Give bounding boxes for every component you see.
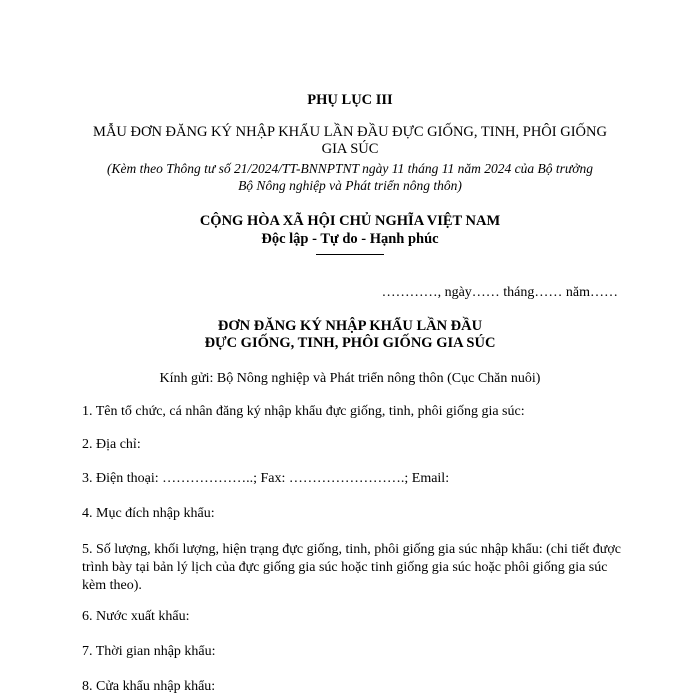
form-item-8: 8. Cửa khẩu nhập khẩu: <box>82 679 216 694</box>
motto: Độc lập - Tự do - Hạnh phúc <box>261 231 439 247</box>
attached-note: (Kèm theo Thông tư số 21/2024/TT-BNNPTNT ngày 11 tháng 11 năm 2024 của Bộ trưởng Bộ Nông nghiệp và Phát triển nông thôn) <box>107 161 593 193</box>
form-item-5: 5. Số lượng, khối lượng, hiện trạng đực giống, tinh, phôi giống gia súc nhập khẩu: (chi tiết được trình bày tại bản lý lịch của đực giống gia súc hoặc tinh giống gia súc hoặc phôi giống gia súc kèm theo). <box>82 542 621 593</box>
form-item-7: 7. Thời gian nhập khẩu: <box>82 644 216 659</box>
form-heading: MẪU ĐƠN ĐĂNG KÝ NHẬP KHẨU LẦN ĐẦU ĐỰC GIỐNG, TINH, PHÔI GIỐNG GIA SÚC <box>93 124 607 157</box>
form-item-3: 3. Điện thoại: ………………..; Fax: …………………….; Email: <box>82 471 450 486</box>
motto-rule <box>316 254 384 255</box>
form-item-1: 1. Tên tổ chức, cá nhân đăng ký nhập khẩu đực giống, tinh, phôi giống gia súc: <box>82 404 525 419</box>
appendix-title: PHỤ LỤC III <box>307 92 393 108</box>
form-item-4: 4. Mục đích nhập khẩu: <box>82 506 215 521</box>
document-title-line-2: ĐỰC GIỐNG, TINH, PHÔI GIỐNG GIA SÚC <box>204 335 496 351</box>
recipient-line: Kính gửi: Bộ Nông nghiệp và Phát triển nông thôn (Cục Chăn nuôi) <box>159 371 541 386</box>
form-item-6: 6. Nước xuất khẩu: <box>82 609 190 624</box>
document-title-line-1: ĐƠN ĐĂNG KÝ NHẬP KHẨU LẦN ĐẦU <box>217 318 483 334</box>
form-item-2: 2. Địa chỉ: <box>82 437 141 452</box>
national-name: CỘNG HÒA XÃ HỘI CHỦ NGHĨA VIỆT NAM <box>199 213 501 229</box>
date-line: …………, ngày…… tháng…… năm…… <box>381 285 618 300</box>
